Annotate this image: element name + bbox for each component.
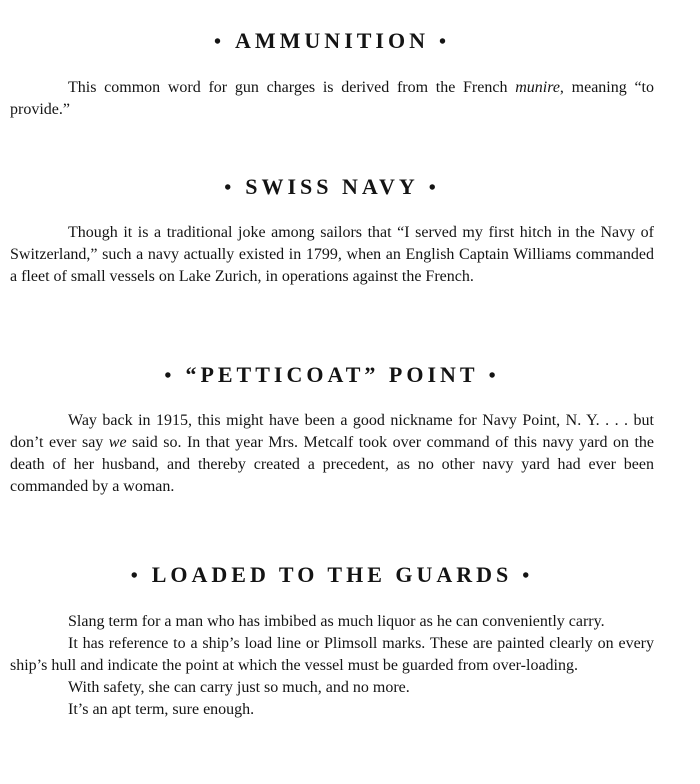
heading-ammunition xyxy=(10,28,654,55)
bullet-icon: • xyxy=(213,31,225,53)
section-petticoat-point xyxy=(10,362,654,498)
italic-term: we xyxy=(108,434,127,451)
text-run: Way back in 1915, this might have been a good nickname for Navy Point, N. Y. . . . but don’t ever say xyxy=(10,412,654,451)
section-ammunition xyxy=(10,28,654,121)
heading-text: LOADED TO THE GUARDS xyxy=(151,562,513,587)
heading-text: “PETTICOAT” POINT xyxy=(185,362,479,387)
heading-swiss-navy xyxy=(10,174,654,201)
text-run: said so. In that year Mrs. Metcalf took over command of this navy yard on the death of her husband, and thereby created a precedent, as no other navy yard had ever been commanded by a woman. xyxy=(10,434,655,495)
heading-text: SWISS NAVY xyxy=(245,174,419,199)
bullet-icon: • xyxy=(130,565,142,587)
bullet-icon: • xyxy=(439,31,451,53)
heading-loaded-to-the-guards xyxy=(10,562,654,589)
bullet-icon: • xyxy=(428,177,440,199)
paragraph-loaded-4: It’s an apt term, sure enough. xyxy=(68,701,255,718)
text-run: , meaning “to provide.” xyxy=(10,79,654,118)
bullet-icon: • xyxy=(164,365,176,387)
paragraph-loaded-1: Slang term for a man who has imbibed as much liquor as he can conveniently carry. xyxy=(68,613,605,630)
heading-text: AMMUNITION xyxy=(235,28,429,53)
bullet-icon: • xyxy=(522,565,534,587)
paragraph-ammunition xyxy=(10,77,654,121)
paragraph-petticoat-point xyxy=(10,410,654,498)
text-run: This common word for gun charges is derived from the French xyxy=(68,79,516,96)
heading-petticoat-point xyxy=(10,362,654,389)
italic-term: munire xyxy=(515,79,560,96)
paragraph-swiss-navy: Though it is a traditional joke among sailors that “I served my first hitch in the Navy of Switzerland,” such a navy actually existed in 1799, when an English Captain Williams commanded a fleet of small vessels on Lake Zurich, in operations against the French. xyxy=(10,224,654,285)
paragraph-loaded-2: It has reference to a ship’s load line or Plimsoll marks. These are painted clearly on every ship’s hull and indicate the point at which the vessel must be guarded from over-loading. xyxy=(10,635,654,674)
bullet-icon: • xyxy=(224,177,236,199)
section-swiss-navy xyxy=(10,174,654,288)
section-loaded-to-the-guards xyxy=(10,562,654,721)
bullet-icon: • xyxy=(488,365,500,387)
paragraph-loaded-3: With safety, she can carry just so much, and no more. xyxy=(68,679,410,696)
